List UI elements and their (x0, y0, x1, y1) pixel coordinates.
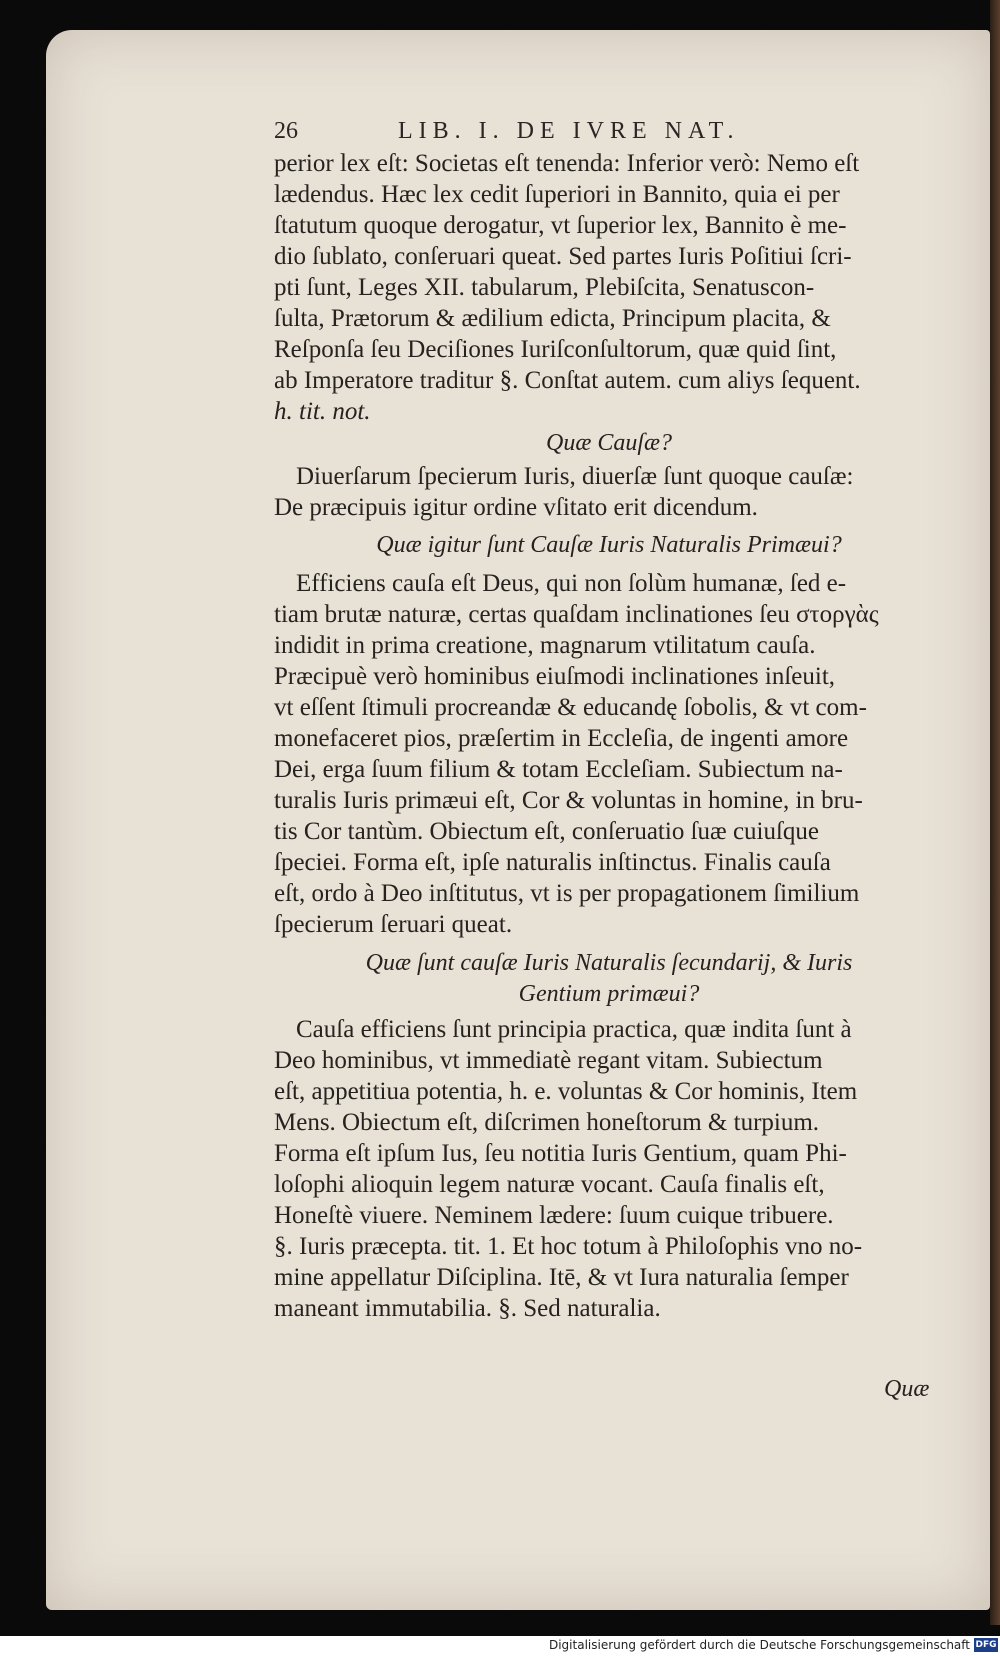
footer-bar (0, 1636, 1000, 1656)
footer-credit: Digitalisierung gefördert durch die Deutsche Forschungsgemeinschaft (548, 1638, 970, 1652)
text-line: Reſponſa ſeu Deciſiones Iuriſconſultorum, quæ quid ſint, (274, 336, 837, 363)
text-line: ab Imperatore traditur §. Conſtat autem. cum aliys ſequent. (274, 367, 861, 394)
text-line: Deo hominibus, vt immediatè regant vitam. Subiectum (274, 1047, 823, 1074)
text-line: §. Iuris præcepta. tit. 1. Et hoc totum à Philoſophis vno no- (274, 1233, 863, 1260)
text-line: vt eſſent ſtimuli procreandæ & educandę ſobolis, & vt com- (274, 694, 867, 721)
text-line: ſulta, Prætorum & ædilium edicta, Principum placita, & (274, 305, 831, 332)
text-line: Præcipuè verò hominibus eiuſmodi inclinationes inſeuit, (274, 663, 836, 690)
text-line: Efficiens cauſa eſt Deus, qui non ſolùm humanæ, ſed e- (296, 570, 847, 597)
book-spine (990, 0, 1000, 1625)
text-line: Forma eſt ipſum Ius, ſeu notitia Iuris Gentium, quam Phi- (274, 1140, 847, 1167)
text-line: Honeſtè viuere. Neminem lædere: ſuum cuique tribuere. (274, 1202, 834, 1229)
text-line: loſophi alioquin legem naturæ vocant. Cauſa finalis eſt, (274, 1171, 825, 1198)
text-line: tiam brutæ naturæ, certas quaſdam inclinationes ſeu στοργὰς (274, 601, 879, 628)
text-line: h. tit. not. (274, 398, 371, 425)
text-line: pti ſunt, Leges XII. tabularum, Plebiſcita, Senatuscon- (274, 274, 815, 301)
section-heading: Gentium primæui? (518, 981, 700, 1007)
page-header (274, 118, 824, 150)
text-line: Cauſa efficiens ſunt principia practica, quæ indita ſunt à (296, 1016, 852, 1043)
text-line: Diuerſarum ſpecierum Iuris, diuerſæ ſunt quoque cauſæ: (296, 463, 854, 490)
section-heading: Quæ ſunt cauſæ Iuris Naturalis ſecundarij, & Iuris (365, 950, 853, 976)
text-line: mine appellatur Diſciplina. Itē, & vt Iura naturalia ſemper (274, 1264, 849, 1291)
text-line: ſpeciei. Forma eſt, ipſe naturalis inſtinctus. Finalis cauſa (274, 849, 831, 876)
text-line: turalis Iuris primæui eſt, Cor & voluntas in homine, in bru- (274, 787, 863, 814)
text-line: Mens. Obiectum eſt, diſcrimen honeſtorum & turpium. (274, 1109, 820, 1136)
dfg-logo: DFG (975, 1640, 997, 1650)
text-line: lædendus. Hæc lex cedit ſuperiori in Bannito, quia ei per (274, 181, 840, 208)
text-line: indidit in prima creatione, magnarum vtilitatum cauſa. (274, 632, 816, 659)
text-line: maneant immutabilia. §. Sed naturalia. (274, 1295, 661, 1322)
section-heading: Quæ Cauſæ? (545, 430, 673, 456)
catchword: Quæ (884, 1376, 930, 1402)
text-line: De præcipuis igitur ordine vſitato erit dicendum. (274, 494, 758, 521)
text-line: eſt, ordo à Deo inſtitutus, vt is per propagationem ſimilium (274, 880, 860, 907)
text-line: ſpecierum ſeruari queat. (274, 911, 513, 938)
text-line: perior lex eſt: Societas eſt tenenda: Inferior verò: Nemo eſt (274, 150, 860, 177)
section-heading: Quæ igitur ſunt Cauſæ Iuris Naturalis Primæui? (376, 532, 842, 558)
text-line: dio ſublato, conſeruari queat. Sed partes Iuris Poſitiui ſcri- (274, 243, 852, 270)
page-number: 26 (274, 118, 298, 144)
text-line: tis Cor tantùm. Obiectum eſt, conſeruatio ſuæ cuiuſque (274, 818, 820, 845)
running-head: LIB. I. DE IVRE NAT. (398, 118, 740, 144)
text-line: eſt, appetitiua potentia, h. e. voluntas & Cor hominis, Item (274, 1078, 858, 1105)
text-line: ſtatutum quoque derogatur, vt ſuperior lex, Bannito è me- (274, 212, 847, 239)
text-line: Dei, erga ſuum filium & totam Eccleſiam. Subiectum na- (274, 756, 843, 783)
text-line: monefaceret pios, præſertim in Eccleſia, de ingenti amore (274, 725, 849, 752)
